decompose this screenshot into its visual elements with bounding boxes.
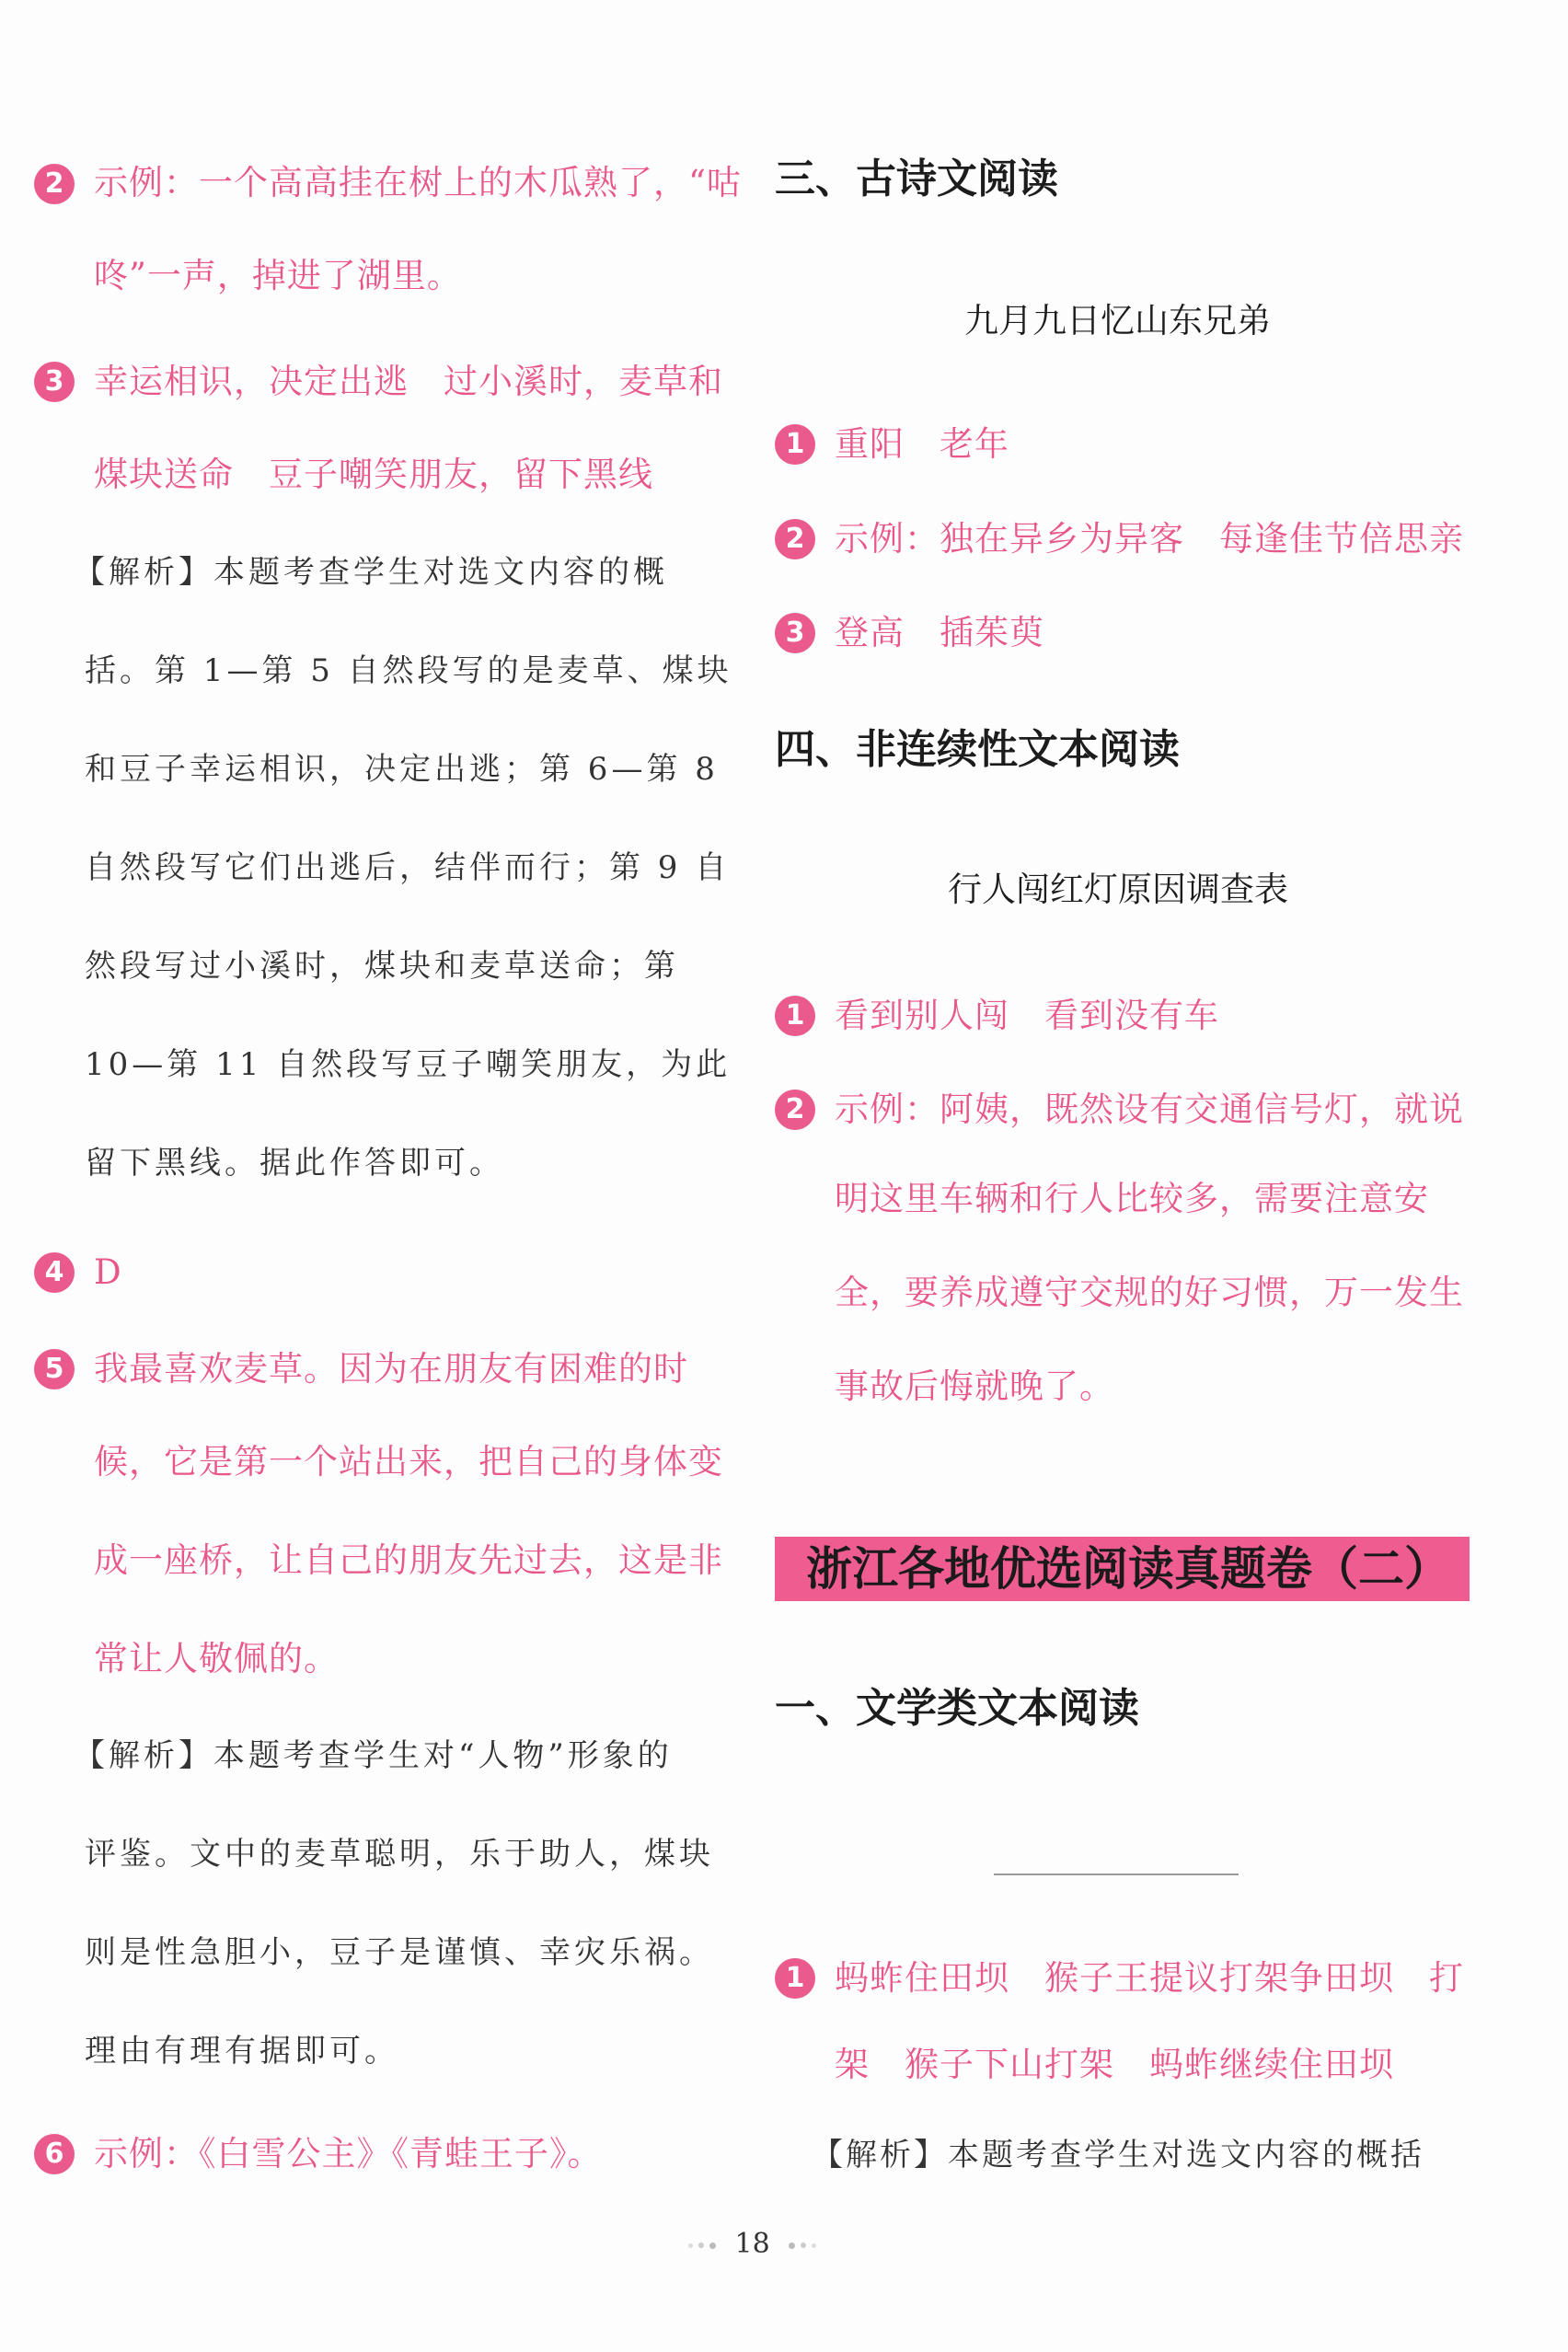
explanation-1-line-1: 【解析】本题考查学生对选文内容的概 bbox=[74, 554, 668, 591]
explanation-2-line-2: 评鉴。文中的麦草聪明，乐于助人，煤块 bbox=[85, 1836, 714, 1873]
answer-5-line-3: 成一座桥，让自己的朋友先过去，这是非 bbox=[94, 1540, 723, 1580]
exam-paper-banner: 浙江各地优选阅读真题卷（二） bbox=[775, 1537, 1470, 1601]
decor-dot-icon bbox=[709, 2242, 716, 2249]
section-3-answer-2: 示例：独在异乡为异客 每逢佳节倍思亲 bbox=[835, 519, 1464, 559]
decor-dot-icon bbox=[812, 2243, 816, 2248]
question-number-3: 3 bbox=[34, 362, 75, 402]
section-4-answer-1: 看到别人闯 看到没有车 bbox=[835, 996, 1219, 1035]
section-1-heading: 一、文学类文本阅读 bbox=[775, 1685, 1139, 1732]
decor-dot-icon bbox=[698, 2242, 704, 2248]
section-3-answer-3: 登高 插茱萸 bbox=[835, 613, 1044, 652]
survey-table-title: 行人闯红灯原因调查表 bbox=[948, 870, 1288, 909]
answer-5-line-4: 常让人敬佩的。 bbox=[94, 1639, 339, 1678]
explanation-2-line-4: 理由有理有据即可。 bbox=[85, 2033, 399, 2070]
answer-6: 示例：《白雪公主》《青蛙王子》。 bbox=[94, 2134, 603, 2173]
section-3-answer-1: 重阳 老年 bbox=[835, 424, 1009, 464]
poem-title: 九月九日忆山东兄弟 bbox=[964, 301, 1271, 340]
question-number-2: 2 bbox=[34, 164, 75, 204]
answer-3-line-1: 幸运相识，决定出逃 过小溪时，麦草和 bbox=[94, 362, 723, 401]
section-4-answer-2-line-1: 示例：阿姨，既然设有交通信号灯，就说 bbox=[835, 1090, 1464, 1129]
left-column bbox=[0, 0, 755, 2352]
section-4-number-2: 2 bbox=[775, 1090, 815, 1130]
answer-5-line-2: 候，它是第一个站出来，把自己的身体变 bbox=[94, 1442, 723, 1482]
question-number-5: 5 bbox=[34, 1349, 75, 1389]
answer-4: D bbox=[94, 1252, 122, 1292]
section-4-number-1: 1 bbox=[775, 996, 815, 1036]
explanation-1-line-2: 括。第 1—第 5 自然段写的是麦草、煤块 bbox=[85, 652, 732, 689]
answer-5-line-1: 我最喜欢麦草。因为在朋友有困难的时 bbox=[94, 1349, 688, 1389]
section-4-answer-2-line-2: 明这里车辆和行人比较多，需要注意安 bbox=[835, 1179, 1429, 1218]
explanation-2-line-1: 【解析】本题考查学生对“人物”形象的 bbox=[74, 1737, 673, 1774]
page-number: 18 bbox=[734, 2228, 770, 2260]
section-1-answer-1-line-2: 架 猴子下山打架 蚂蚱继续住田坝 bbox=[835, 2045, 1394, 2084]
explanation-2-line-3: 则是性急胆小，豆子是谨慎、幸灾乐祸。 bbox=[85, 1934, 714, 1971]
right-column bbox=[755, 0, 1568, 2352]
section-1-explanation: 【解析】本题考查学生对选文内容的概括 bbox=[812, 2137, 1424, 2173]
section-1-answer-1-line-1: 蚂蚱住田坝 猴子王提议打架争田坝 打 bbox=[835, 1958, 1464, 1998]
explanation-1-line-3: 和豆子幸运相识，决定出逃；第 6—第 8 bbox=[85, 751, 719, 788]
section-3-number-3: 3 bbox=[775, 613, 815, 653]
section-3-number-2: 2 bbox=[775, 519, 815, 559]
blank-answer-line bbox=[994, 1874, 1239, 1875]
explanation-1-line-6: 10—第 11 自然段写豆子嘲笑朋友，为此 bbox=[85, 1046, 732, 1083]
section-3-heading: 三、古诗文阅读 bbox=[775, 156, 1058, 202]
section-4-answer-2-line-4: 事故后悔就晚了。 bbox=[835, 1366, 1114, 1406]
decor-dot-icon bbox=[789, 2242, 795, 2249]
section-4-answer-2-line-3: 全，要养成遵守交规的好习惯，万一发生 bbox=[835, 1273, 1464, 1312]
answer-2-line-2: 咚”一声，掉进了湖里。 bbox=[94, 256, 462, 295]
section-1-number-1: 1 bbox=[775, 1958, 815, 1999]
question-number-4: 4 bbox=[34, 1252, 75, 1293]
explanation-1-line-7: 留下黑线。据此作答即可。 bbox=[85, 1145, 504, 1182]
decor-dot-icon bbox=[801, 2242, 806, 2248]
section-4-heading: 四、非连续性文本阅读 bbox=[775, 726, 1180, 773]
section-3-number-1: 1 bbox=[775, 424, 815, 465]
decor-dot-icon bbox=[688, 2243, 693, 2248]
question-number-6: 6 bbox=[34, 2134, 75, 2174]
answer-3-line-2: 煤块送命 豆子嘲笑朋友，留下黑线 bbox=[94, 455, 653, 494]
answer-2-line-1: 示例：一个高高挂在树上的木瓜熟了，“咕 bbox=[94, 163, 742, 202]
page-footer bbox=[686, 2228, 819, 2260]
explanation-1-line-5: 然段写过小溪时，煤块和麦草送命；第 bbox=[85, 948, 679, 985]
explanation-1-line-4: 自然段写它们出逃后，结伴而行；第 9 自 bbox=[85, 849, 731, 886]
